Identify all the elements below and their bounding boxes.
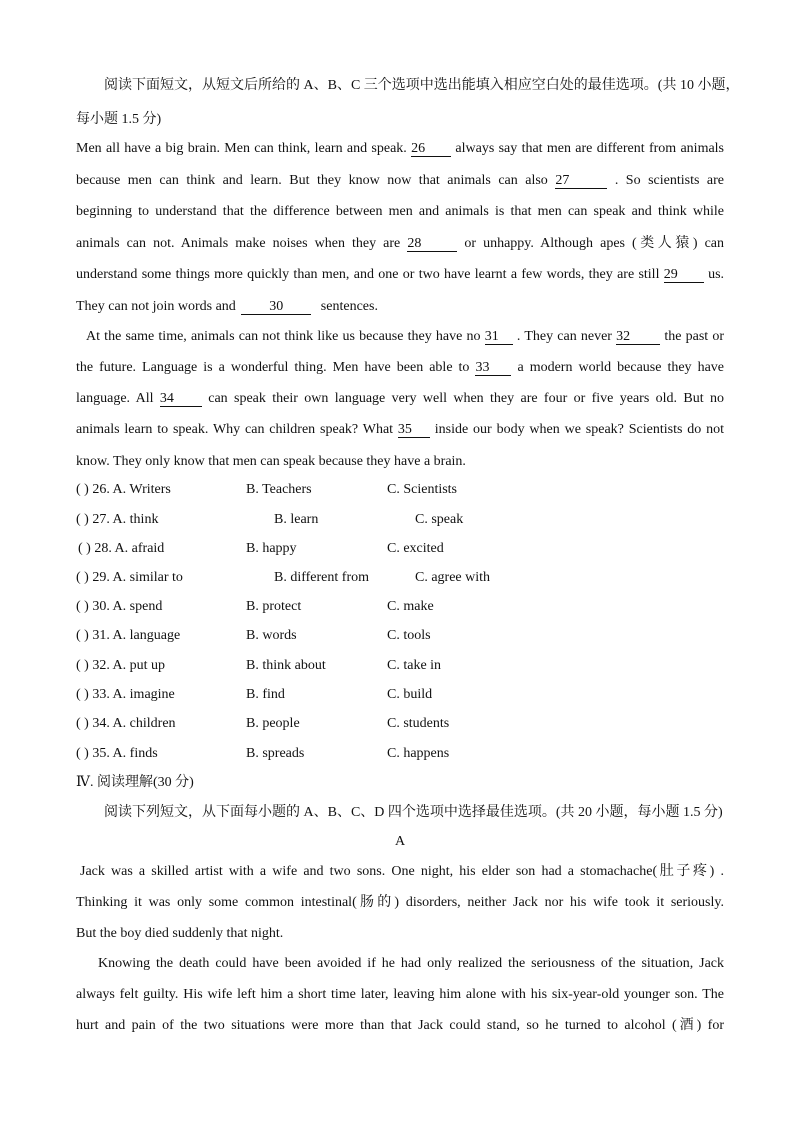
passage-line: At the same time, animals can not think like us because they have no 31 . They can never 32 the past or [86,329,725,344]
option-27-b[interactable]: B. learn [274,512,319,527]
option-32-c[interactable]: C. take in [387,658,442,673]
question-35-stem: ( ) 35. A. finds [76,746,158,761]
option-31-c[interactable]: C. tools [387,628,431,643]
passage-a-line: always felt guilty. His wife left him a short time later, leaving him alone with his six-year-old younger son. The [76,987,724,1002]
option-33-b[interactable]: B. find [246,687,285,702]
passage-line: language. All 34 can speak their own language very well when they are four or five years old. But no [76,391,724,406]
passage-a-label: A [394,834,406,849]
question-33-stem: ( ) 33. A. imagine [76,687,175,702]
option-29-b[interactable]: B. different from [274,570,369,585]
passage-line: They can not join words and 30 sentences. [76,299,378,314]
reading-instruction: 阅读下列短文，从下面每小题的 A、B、C、D 四个选项中选择最佳选项。(共 20 小题，每小题 1.5 分) [104,805,723,820]
question-32-stem: ( ) 32. A. put up [76,658,166,673]
blank-31[interactable]: 31 [485,329,513,345]
passage-a-line: Thinking it was only some common intestinal(肠的) disorders, neither Jack nor his wife took it seriously. [76,895,724,910]
blank-35[interactable]: 35 [398,422,430,438]
option-29-c[interactable]: C. agree with [415,570,491,585]
question-34-stem: ( ) 34. A. children [76,716,176,731]
blank-27[interactable]: 27 [555,173,607,189]
blank-28[interactable]: 28 [407,236,457,252]
question-27-stem: ( ) 27. A. think [76,512,159,527]
option-28-c[interactable]: C. excited [387,541,444,556]
option-31-b[interactable]: B. words [246,628,297,643]
passage-line: animals can not. Animals make noises when they are 28 or unhappy. Although apes (类人猿) can [76,236,725,251]
option-33-c[interactable]: C. build [387,687,433,702]
passage-line: know. They only know that men can speak because they have a brain. [76,454,466,469]
passage-a-line: But the boy died suddenly that night. [76,926,284,941]
blank-32[interactable]: 32 [616,329,660,345]
option-30-c[interactable]: C. make [387,599,434,614]
option-30-b[interactable]: B. protect [246,599,302,614]
passage-a-line: Knowing the death could have been avoided if he had only realized the seriousness of the situation, Jack [98,956,724,971]
passage-line: animals learn to speak. Why can children speak? What 35 inside our body when we speak? Scientists do not [76,422,725,437]
passage-line: Men all have a big brain. Men can think, learn and speak. 26 always say that men are different from animals [76,141,725,156]
question-29-stem: ( ) 29. A. similar to [76,570,183,585]
blank-33[interactable]: 33 [475,360,511,376]
option-27-c[interactable]: C. speak [415,512,464,527]
question-26-stem: ( ) 26. A. Writers [76,482,171,497]
question-30-stem: ( ) 30. A. spend [76,599,163,614]
question-31-stem: ( ) 31. A. language [76,628,181,643]
passage-line: because men can think and learn. But they know now that animals can also 27 . So scientists are [76,173,725,188]
passage-a-line: hurt and pain of the two situations were more than that Jack could stand, so he turned to alcohol (酒) for [76,1018,724,1033]
passage-a-line: Jack was a skilled artist with a wife and two sons. One night, his elder son had a stomachache(肚子疼) . [80,864,724,879]
question-28-stem: ( ) 28. A. afraid [78,541,165,556]
cloze-instruction-continued: 每小题 1.5 分) [76,112,162,127]
cloze-instruction: 阅读下面短文，从短文后所给的 A、B、C 三个选项中选出能填入相应空白处的最佳选项。(共 10 小题， [104,78,740,93]
blank-26[interactable]: 26 [411,141,451,157]
option-26-b[interactable]: B. Teachers [246,482,312,497]
section-heading: Ⅳ. 阅读理解(30 分) [76,775,194,790]
blank-29[interactable]: 29 [664,267,704,283]
passage-line: beginning to understand that the difference between men and animals is that men can speak and think while [76,204,724,219]
option-32-b[interactable]: B. think about [246,658,326,673]
option-26-c[interactable]: C. Scientists [387,482,458,497]
blank-30[interactable]: 30 [241,299,311,315]
blank-34[interactable]: 34 [160,391,202,407]
option-28-b[interactable]: B. happy [246,541,297,556]
option-35-b[interactable]: B. spreads [246,746,305,761]
passage-line: the future. Language is a wonderful thing. Men have been able to 33 a modern world because they have [76,360,724,375]
passage-line: understand some things more quickly than men, and one or two have learnt a few words, they are still 29 us. [76,267,725,282]
option-34-c[interactable]: C. students [387,716,450,731]
option-34-b[interactable]: B. people [246,716,300,731]
option-35-c[interactable]: C. happens [387,746,450,761]
